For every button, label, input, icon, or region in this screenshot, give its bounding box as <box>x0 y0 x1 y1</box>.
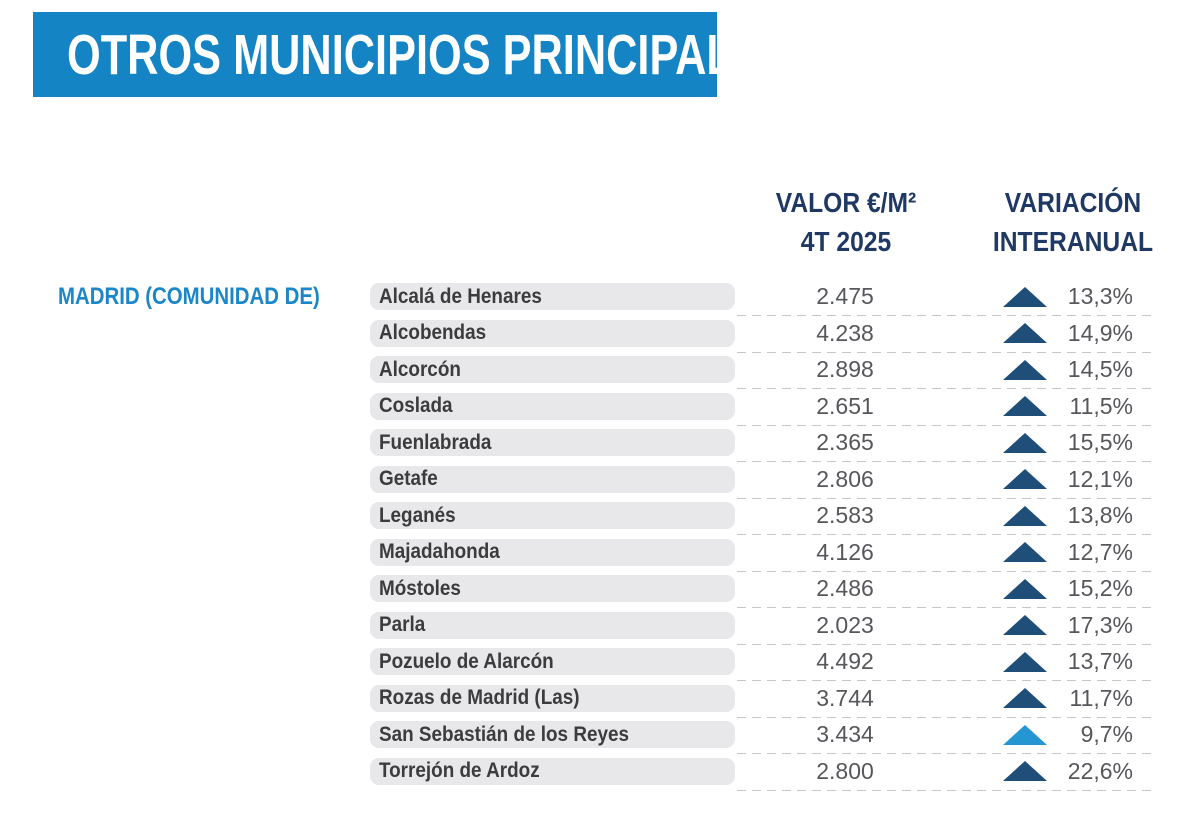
variation-value: 14,9% <box>1067 319 1133 346</box>
up-arrow-icon <box>1003 688 1047 708</box>
table-row <box>370 685 1160 722</box>
variation-cell <box>955 721 1160 748</box>
variation-cell <box>955 356 1160 383</box>
municipality-pill <box>370 758 735 785</box>
municipality-pill <box>370 356 735 383</box>
municipality-pill <box>370 502 735 529</box>
municipality-pill <box>370 393 735 420</box>
table-row <box>370 320 1160 357</box>
municipality-pill <box>370 721 735 748</box>
municipality-name: Pozuelo de Alarcón <box>379 649 554 673</box>
value-cell: 2.806 <box>816 465 874 492</box>
variation-value: 11,5% <box>1069 392 1133 419</box>
value-cell: 2.365 <box>816 429 874 455</box>
municipality-pill <box>370 575 735 602</box>
up-arrow-icon <box>1003 579 1047 599</box>
municipality-name: Móstoles <box>379 576 461 600</box>
table-row <box>370 648 1160 685</box>
up-arrow-icon <box>1003 761 1047 781</box>
municipality-pill <box>370 466 735 493</box>
up-arrow-icon <box>1003 396 1047 416</box>
table-row <box>370 721 1160 758</box>
municipality-name: Getafe <box>379 467 438 490</box>
municipality-name: Leganés <box>379 503 456 527</box>
variation-value: 15,5% <box>1067 429 1133 455</box>
variation-cell <box>955 758 1160 785</box>
table-row <box>370 356 1160 393</box>
table-row <box>370 466 1160 503</box>
up-arrow-icon <box>1003 287 1047 307</box>
value-cell: 2.651 <box>816 392 874 419</box>
row-divider <box>737 534 1157 535</box>
variation-value: 13,7% <box>1067 648 1133 674</box>
table-body <box>370 283 1160 794</box>
municipality-name: Fuenlabrada <box>379 430 492 454</box>
row-divider <box>737 680 1157 681</box>
value-cell: 4.126 <box>816 538 874 565</box>
municipality-pill <box>370 685 735 712</box>
variation-value: 12,7% <box>1067 538 1133 565</box>
column-header-variation-line1: VARIACIÓN <box>1004 187 1142 218</box>
municipality-pill <box>370 648 735 675</box>
column-header-variation-line2: INTERANUAL <box>992 226 1154 258</box>
value-cell: 2.475 <box>816 283 874 309</box>
value-cell: 2.583 <box>816 502 874 528</box>
column-header-value <box>749 183 943 261</box>
row-divider <box>737 607 1157 608</box>
up-arrow-icon <box>1003 652 1047 672</box>
table-row <box>370 283 1160 320</box>
variation-value: 22,6% <box>1067 757 1133 784</box>
variation-cell <box>955 685 1160 712</box>
municipality-name: Majadahonda <box>379 540 500 563</box>
value-cell: 2.800 <box>816 757 874 784</box>
table-row <box>370 612 1160 649</box>
municipality-name: Alcalá de Henares <box>379 284 542 308</box>
row-divider <box>737 425 1157 426</box>
variation-value: 11,7% <box>1069 684 1133 711</box>
variation-value: 9,7% <box>1080 721 1133 747</box>
variation-value: 13,8% <box>1067 502 1133 528</box>
municipality-name: San Sebastián de los Reyes <box>379 722 630 746</box>
variation-cell <box>955 393 1160 420</box>
municipality-name: Rozas de Madrid (Las) <box>379 686 580 709</box>
variation-cell <box>955 320 1160 347</box>
variation-cell <box>955 612 1160 639</box>
municipality-pill <box>370 283 735 310</box>
title-band <box>33 12 791 97</box>
variation-cell <box>955 502 1160 529</box>
variation-value: 13,3% <box>1067 283 1133 309</box>
variation-cell <box>955 539 1160 566</box>
up-arrow-icon <box>1003 323 1047 343</box>
table-row <box>370 575 1160 612</box>
row-divider <box>737 717 1157 718</box>
municipality-name: Coslada <box>379 394 453 417</box>
variation-cell <box>955 429 1160 456</box>
region-label: MADRID (COMUNIDAD DE) <box>58 283 320 310</box>
row-divider <box>737 388 1157 389</box>
variation-cell <box>955 575 1160 602</box>
column-header-value-line1: VALOR €/M² <box>775 187 917 218</box>
row-divider <box>737 571 1157 572</box>
column-header-variation <box>976 183 1170 261</box>
row-divider <box>737 461 1157 462</box>
row-divider <box>737 352 1157 353</box>
municipality-name: Torrejón de Ardoz <box>379 759 540 782</box>
up-arrow-icon <box>1003 725 1047 745</box>
column-header-value-line2: 4T 2025 <box>800 226 892 258</box>
table-row <box>370 502 1160 539</box>
municipality-name: Parla <box>379 613 426 636</box>
variation-cell <box>955 648 1160 675</box>
table-row <box>370 539 1160 576</box>
up-arrow-icon <box>1003 506 1047 526</box>
variation-value: 12,1% <box>1067 465 1133 492</box>
value-cell: 2.023 <box>816 611 874 638</box>
value-cell: 3.744 <box>816 684 874 711</box>
value-cell: 2.486 <box>816 575 874 601</box>
municipality-pill <box>370 612 735 639</box>
municipality-pill <box>370 429 735 456</box>
municipality-pill <box>370 539 735 566</box>
variation-cell <box>955 466 1160 493</box>
table-row <box>370 758 1160 795</box>
value-cell: 2.898 <box>816 356 874 382</box>
row-divider <box>737 790 1157 791</box>
up-arrow-icon <box>1003 433 1047 453</box>
municipality-name: Alcorcón <box>379 357 461 381</box>
table-row <box>370 393 1160 430</box>
row-divider <box>737 315 1157 316</box>
up-arrow-icon <box>1003 542 1047 562</box>
up-arrow-icon <box>1003 615 1047 635</box>
row-divider <box>737 498 1157 499</box>
up-arrow-icon <box>1003 469 1047 489</box>
value-cell: 3.434 <box>816 721 874 747</box>
variation-cell <box>955 283 1160 310</box>
municipality-name: Alcobendas <box>379 321 487 344</box>
table-row <box>370 429 1160 466</box>
variation-value: 14,5% <box>1067 356 1133 382</box>
value-cell: 4.492 <box>816 648 874 674</box>
row-divider <box>737 644 1157 645</box>
up-arrow-icon <box>1003 360 1047 380</box>
municipality-pill <box>370 320 735 347</box>
row-divider <box>737 753 1157 754</box>
variation-value: 17,3% <box>1067 611 1133 638</box>
variation-value: 15,2% <box>1067 575 1133 601</box>
page-title: OTROS MUNICIPIOS PRINCIPALES <box>67 22 791 87</box>
value-cell: 4.238 <box>816 319 874 346</box>
